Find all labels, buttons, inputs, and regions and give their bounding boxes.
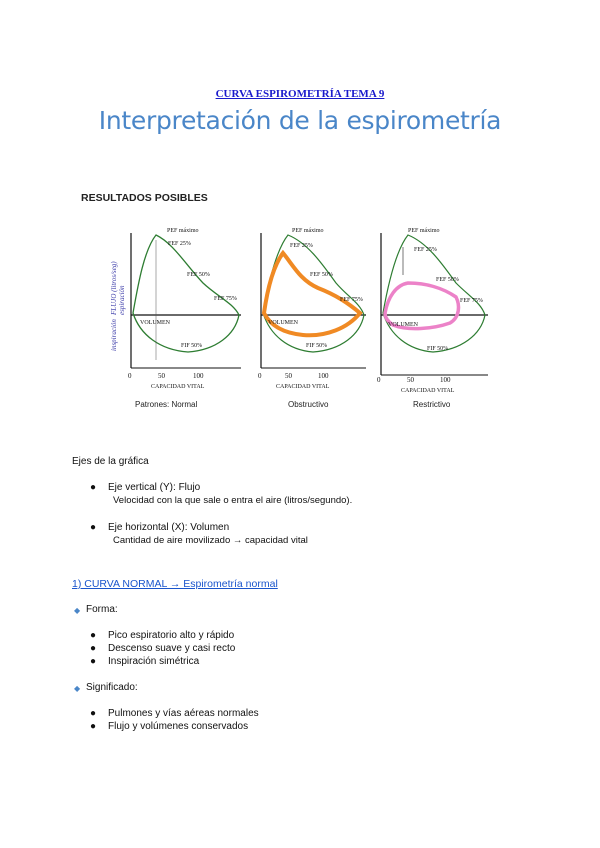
- svg-text:PEF máximo: PEF máximo: [167, 228, 199, 234]
- significado-item: Flujo y volúmenes conservados: [108, 721, 249, 732]
- bullet-icon: ●: [90, 643, 97, 654]
- svg-text:50: 50: [158, 372, 165, 380]
- svg-text:FEF 25%: FEF 25%: [414, 247, 437, 253]
- svg-text:50: 50: [407, 376, 414, 384]
- forma-item: Inspiración simétrica: [108, 656, 200, 667]
- panel-normal: [128, 228, 241, 409]
- svg-text:espiración: espiración: [118, 285, 126, 315]
- bullet-icon: ●: [90, 630, 97, 641]
- page-title: Interpretación de la espirometría: [98, 106, 502, 135]
- forma-label: Forma:: [86, 604, 118, 615]
- svg-text:100: 100: [440, 376, 451, 384]
- svg-text:CAPACIDAD VITAL: CAPACIDAD VITAL: [401, 388, 455, 394]
- svg-text:FIF 50%: FIF 50%: [306, 343, 328, 349]
- significado-label: Significado:: [86, 682, 138, 693]
- axis-x-detail: Cantidad de aire movilizado → capacidad vital: [113, 535, 308, 546]
- svg-text:0: 0: [128, 372, 132, 380]
- document-header-link[interactable]: CURVA ESPIROMETRÍA TEMA 9: [215, 88, 385, 100]
- axis-x-label: Eje horizontal (X): Volumen: [108, 522, 230, 533]
- svg-text:100: 100: [318, 372, 329, 380]
- bullet-icon: ●: [90, 482, 97, 493]
- figure-heading: RESULTADOS POSIBLES: [81, 192, 208, 204]
- svg-text:CAPACIDAD VITAL: CAPACIDAD VITAL: [276, 384, 330, 390]
- forma-item: Descenso suave y casi recto: [108, 643, 236, 654]
- significado-item: Pulmones y vías aéreas normales: [108, 708, 259, 719]
- svg-text:Patrones: Normal: Patrones: Normal: [135, 400, 198, 409]
- axes-heading: Ejes de la gráfica: [72, 456, 149, 467]
- svg-text:FEF 50%: FEF 50%: [310, 272, 333, 278]
- svg-text:FEF 75%: FEF 75%: [340, 297, 363, 303]
- axis-y-detail: Velocidad con la que sale o entra el aire (litros/segundo).: [113, 495, 353, 506]
- bullet-icon: ●: [90, 656, 97, 667]
- spirometry-figure: [78, 185, 508, 417]
- svg-text:VOLUMEN: VOLUMEN: [268, 320, 298, 326]
- svg-text:PEF máximo: PEF máximo: [292, 228, 324, 234]
- svg-text:FEF 75%: FEF 75%: [214, 296, 237, 302]
- y-axis-label: [110, 261, 126, 351]
- bullet-icon: ●: [90, 721, 97, 732]
- svg-text:0: 0: [377, 376, 381, 384]
- svg-text:FEF 50%: FEF 50%: [436, 277, 459, 283]
- bullet-icon: ●: [90, 522, 97, 533]
- forma-item: Pico espiratorio alto y rápido: [108, 630, 235, 641]
- svg-text:inspiración: inspiración: [110, 319, 118, 351]
- svg-text:FIF 50%: FIF 50%: [181, 343, 203, 349]
- svg-text:FEF 25%: FEF 25%: [290, 243, 313, 249]
- svg-text:FLUJO (litros/seg): FLUJO (litros/seg): [110, 261, 118, 315]
- svg-text:PEF máximo: PEF máximo: [408, 228, 440, 234]
- svg-text:Obstructivo: Obstructivo: [288, 400, 329, 409]
- panel-obstructive: [258, 228, 366, 409]
- svg-text:100: 100: [193, 372, 204, 380]
- diamond-icon: ◆: [74, 684, 81, 693]
- svg-text:0: 0: [258, 372, 262, 380]
- svg-text:FEF 50%: FEF 50%: [187, 272, 210, 278]
- svg-text:FEF 75%: FEF 75%: [460, 298, 483, 304]
- svg-text:VOLUMEN: VOLUMEN: [388, 322, 418, 328]
- panel-restrictive: [377, 228, 488, 409]
- svg-text:Restrictivo: Restrictivo: [413, 400, 451, 409]
- bullet-icon: ●: [90, 708, 97, 719]
- diamond-icon: ◆: [74, 606, 81, 615]
- section-normal-heading[interactable]: 1) CURVA NORMAL → Espirometría normal: [72, 578, 278, 590]
- axis-y-label: Eje vertical (Y): Flujo: [108, 482, 201, 493]
- svg-text:FIF 50%: FIF 50%: [427, 346, 449, 352]
- svg-text:VOLUMEN: VOLUMEN: [140, 320, 170, 326]
- svg-text:FEF 25%: FEF 25%: [168, 241, 191, 247]
- svg-text:50: 50: [285, 372, 292, 380]
- svg-text:CAPACIDAD VITAL: CAPACIDAD VITAL: [151, 384, 205, 390]
